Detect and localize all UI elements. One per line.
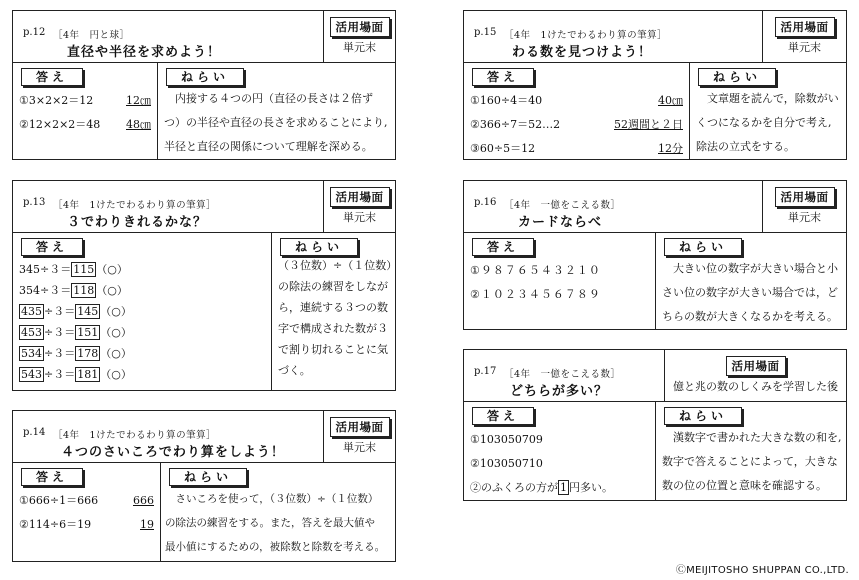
answer-line: ①160÷4＝40 40㎝: [470, 94, 683, 107]
unit-name: ［4年 一億をこえる数］: [504, 200, 621, 211]
scene-box: [323, 181, 395, 232]
scene-box: [762, 11, 846, 62]
card-header: [13, 181, 395, 233]
aim-column: [161, 463, 395, 561]
scene-box: [323, 411, 395, 462]
aim-label: ねらい: [664, 407, 742, 425]
answer-column: [464, 233, 656, 329]
aim-text: さいころを使って，（３位数）÷（１位数） の除法の練習をする。また，答えを最大値や 最小値にするための，被除数と除数を考える。: [165, 493, 386, 553]
scene-box: [664, 350, 846, 401]
aim-label: ねらい: [698, 68, 776, 86]
answer-line: ②114÷6＝19 19: [19, 518, 154, 531]
answer-line: ②366÷7＝52…2 52週間と２日: [470, 118, 683, 131]
card-p15: [463, 10, 847, 160]
answer-label: 答え: [472, 238, 534, 256]
card-body: [464, 233, 846, 329]
card-title: ３でわりきれるかな？: [67, 215, 208, 230]
scene-text: 単元末: [343, 441, 376, 454]
aim-text: （３位数）÷（１位数） の除法の練習をしなが ら，連続する３つの数 字で構成された数が３ で割り切れることに気 づく。: [278, 259, 398, 377]
answer-line: ②12×2×2＝48 48㎝: [19, 118, 151, 131]
aim-column: [690, 63, 846, 159]
aim-label: ねらい: [166, 68, 244, 86]
page-number: p.13: [23, 197, 46, 208]
card-body: [464, 402, 846, 500]
answer-line: 345÷３＝ 115 （○）: [19, 263, 128, 276]
scene-badge: 活用場面: [330, 17, 390, 37]
answer-line: ②のふくろの方が 1 円多い。: [470, 481, 613, 494]
card-title: 直径や半径を求めよう！: [67, 45, 222, 60]
answer-line: 354÷３＝ 118 （○）: [19, 284, 128, 297]
answer-column: [13, 63, 158, 159]
card-p12: [12, 10, 396, 160]
copyright: ⒸMEIJITOSHO SHUPPAN CO.,LTD.: [675, 565, 849, 576]
aim-label: ねらい: [664, 238, 742, 256]
answer-line: ①103050709: [470, 433, 543, 446]
scene-badge: 活用場面: [775, 187, 835, 207]
aim-text: 文章題を読んで，除数がい くつになるかを自分で考え, 除法の立式をする。: [696, 92, 839, 153]
card-header: [13, 411, 395, 463]
scene-text: 単元末: [343, 41, 376, 54]
card-title: どちらが多い？: [510, 384, 609, 399]
card-body: [464, 63, 846, 159]
aim-text: 大きい位の数字が大きい場合と小 さい位の数字が大きい場合では，ど ちらの数が大きくなるかを考える。: [662, 262, 838, 323]
answer-label: 答え: [21, 468, 83, 486]
aim-label: ねらい: [169, 468, 247, 486]
answer-line: ③60÷5＝12 12分: [470, 142, 683, 155]
page-number: p.14: [23, 427, 46, 438]
aim-column: [158, 63, 395, 159]
scene-text: 億と兆の数のしくみを学習した後: [673, 380, 838, 393]
page-number: p.15: [474, 27, 497, 38]
answer-column: [13, 233, 272, 390]
scene-text: 単元末: [788, 41, 821, 54]
page-number: p.17: [474, 366, 497, 377]
card-header: [464, 11, 846, 63]
aim-column: [656, 402, 846, 500]
card-header: [464, 350, 846, 402]
scene-box: [323, 11, 395, 62]
unit-name: ［4年 1けたでわるわり算の筆算］: [53, 430, 217, 441]
answer-label: 答え: [472, 68, 534, 86]
aim-label: ねらい: [280, 238, 358, 256]
unit-name: ［4年 1けたでわるわり算の筆算］: [504, 30, 668, 41]
aim-text: 漢数字で書かれた大きな数の和を, 数字で答えることによって，大きな 数の位の位置と意味を確認する。: [662, 431, 842, 492]
card-body: [13, 233, 398, 390]
scene-badge: 活用場面: [775, 17, 835, 37]
card-header: [464, 181, 846, 233]
answer-column: [464, 402, 656, 500]
aim-column: [272, 233, 398, 390]
page-number: p.12: [23, 27, 46, 38]
card-p17: [463, 349, 847, 501]
scene-badge: 活用場面: [726, 356, 786, 376]
scene-box: [762, 181, 846, 232]
scene-text: 単元末: [343, 211, 376, 224]
card-title: ４つのさいころでわり算をしよう！: [61, 445, 285, 460]
unit-name: ［4年 一億をこえる数］: [504, 369, 621, 380]
scene-badge: 活用場面: [330, 187, 390, 207]
answer-line: ①666÷1＝666 666: [19, 494, 154, 507]
answer-label: 答え: [21, 238, 83, 256]
card-body: [13, 63, 395, 159]
unit-name: ［4年 円と球］: [53, 30, 130, 41]
answer-label: 答え: [21, 68, 83, 86]
answer-line: ②１０２３４５６７８９: [470, 288, 601, 301]
card-body: [13, 463, 395, 561]
aim-text: 内接する４つの円（直径の長さは２倍ず つ）の半径や直径の長さを求めることにより, 半径と直径の関係について理解を深める。: [164, 92, 388, 153]
unit-name: ［4年 1けたでわるわり算の筆算］: [53, 200, 217, 211]
answer-line: ①3×2×2＝12 12㎝: [19, 94, 151, 107]
answer-line: 453 ÷３＝ 151 （○）: [21, 326, 132, 339]
card-header: [13, 11, 395, 63]
card-p16: [463, 180, 847, 330]
answer-column: [13, 463, 161, 561]
answer-line: 534 ÷３＝ 178 （○）: [21, 347, 132, 360]
answer-line: ②103050710: [470, 457, 543, 470]
answer-label: 答え: [472, 407, 534, 425]
answer-line: ①９８７６５４３２１０: [470, 264, 601, 277]
aim-column: [656, 233, 846, 329]
scene-text: 単元末: [788, 211, 821, 224]
answer-line: 543 ÷３＝ 181 （○）: [21, 368, 132, 381]
answer-line: 435 ÷３＝ 145 （○）: [21, 305, 132, 318]
answer-column: [464, 63, 690, 159]
card-title: カードならべ: [518, 215, 603, 230]
card-p13: [12, 180, 396, 391]
page-number: p.16: [474, 197, 497, 208]
card-title: わる数を見つけよう！: [512, 45, 653, 60]
scene-badge: 活用場面: [330, 417, 390, 437]
card-p14: [12, 410, 396, 562]
